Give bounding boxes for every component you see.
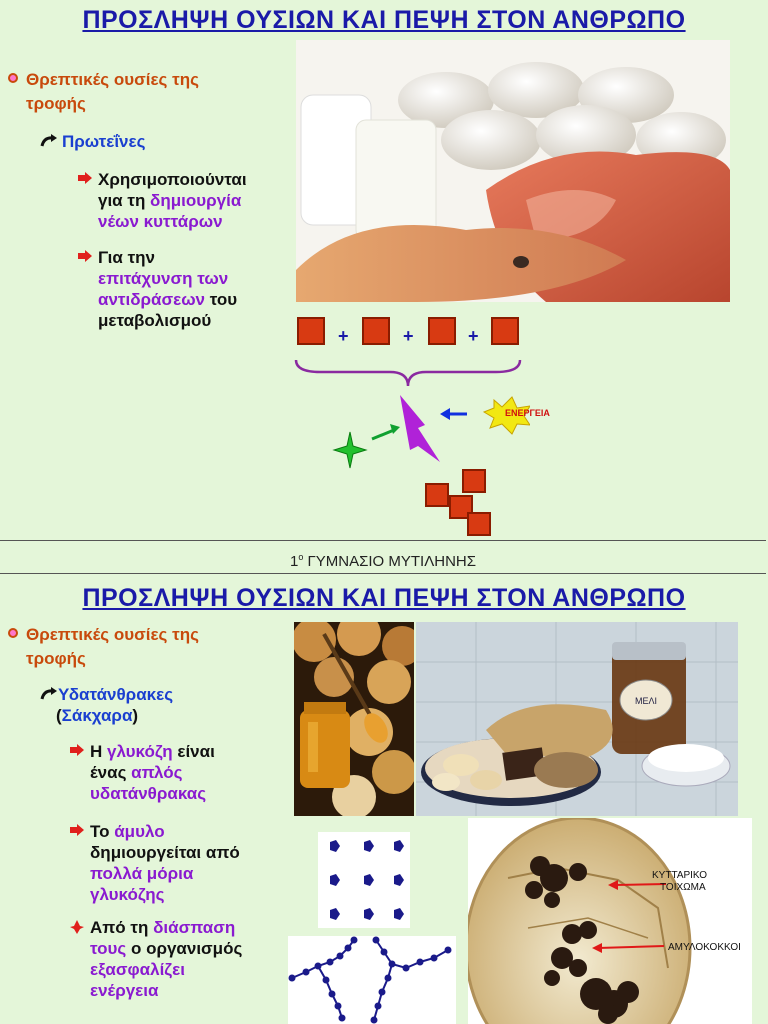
- bullet2-line1: Το άμυλο: [90, 822, 165, 841]
- bullet1-line3: νέων κυττάρων: [98, 212, 223, 231]
- footer-school-name: $1^o$ ΓΥΜΝΑΣΙΟ ΜΥΤΙΛΗΝΗΣ: [0, 540, 766, 574]
- energy-label: ΕΝΕΡΓΕΙΑ: [505, 408, 550, 418]
- plus-sign: +: [338, 326, 349, 346]
- plus-sign: +: [468, 326, 479, 346]
- slide-carbohydrates: [0, 574, 768, 1024]
- bullet1-line2: ένας απλός: [90, 763, 183, 782]
- red-arrow-icon: [78, 250, 92, 262]
- curved-arrow-icon: [40, 134, 58, 148]
- cell-wall-label-line2: ΤΟΙΧΩΜΑ: [660, 882, 706, 893]
- red-arrow-icon: [70, 744, 84, 756]
- curved-arrow-icon: [40, 687, 58, 701]
- star-bullet-icon: [70, 920, 84, 934]
- bullet1-line1: Χρησιμοποιούνται: [98, 170, 247, 189]
- slide-title: ΠΡΟΣΛΗΨΗ ΟΥΣΙΩΝ ΚΑΙ ΠΕΨΗ ΣΤΟΝ ΑΝΘΡΩΠΟ: [82, 584, 686, 612]
- slide-title: ΠΡΟΣΛΗΨΗ ΟΥΣΙΩΝ ΚΑΙ ΠΕΨΗ ΣΤΟΝ ΑΝΘΡΩΠΟ: [82, 6, 686, 34]
- bullet2-line1: Για την: [98, 248, 155, 267]
- subheading-sugars: (Σάκχαρα): [56, 706, 139, 725]
- bullet1-line2: για τη δημιουργία: [98, 191, 242, 210]
- bullet3-line3: εξασφαλίζει: [90, 960, 185, 979]
- heading-line1: Θρεπτικές ουσίες της: [26, 625, 199, 644]
- starch-grains-label: ΑΜΥΛΟΚΟΚΚΟΙ: [668, 942, 741, 953]
- bullet2-line4: μεταβολισμού: [98, 311, 212, 330]
- bullet2-line4: γλυκόζης: [90, 885, 165, 904]
- plus-sign: +: [403, 326, 414, 346]
- bullet2-line3: πολλά μόρια: [90, 864, 194, 883]
- bullet2-line3: αντιδράσεων του: [98, 290, 238, 309]
- honey-cookies-photo: [294, 622, 414, 816]
- subheading-proteins: Πρωτεΐνες: [62, 132, 146, 151]
- bullet1-line1: Η γλυκόζη είναι: [90, 742, 215, 761]
- heading-line1: Θρεπτικές ουσίες της: [26, 70, 199, 89]
- bullet2-line2: δημιουργείται από: [90, 843, 240, 862]
- jar-label: ΜΕΛΙ: [634, 696, 658, 706]
- bullet3-line1: Από τη διάσπαση: [90, 918, 236, 937]
- red-arrow-icon: [78, 172, 92, 184]
- starch-grains-micrograph: [468, 818, 752, 1024]
- bullet2-line2: επιτάχυνση των: [98, 269, 229, 288]
- protein-foods-photo: [296, 40, 730, 302]
- subheading-carbohydrates: Υδατάνθρακες: [58, 685, 174, 704]
- glucose-molecules-figure: [318, 832, 410, 928]
- bullet3-line2: τους ο οργανισμός: [90, 939, 243, 958]
- cell-wall-label-line1: ΚΥΤΤΑΡΙΚΟ: [652, 870, 708, 881]
- bullet3-line4: ενέργεια: [90, 981, 159, 1000]
- heading-line2: τροφής: [26, 649, 86, 668]
- heading-line2: τροφής: [26, 94, 86, 113]
- bullet1-line3: υδατάνθρακας: [90, 784, 207, 803]
- starch-chain-figure: [288, 936, 456, 1024]
- red-arrow-icon: [70, 824, 84, 836]
- bullet-circle-icon: [8, 628, 18, 638]
- carbohydrate-foods-photo: [416, 622, 738, 816]
- bullet-circle-icon: [8, 73, 18, 83]
